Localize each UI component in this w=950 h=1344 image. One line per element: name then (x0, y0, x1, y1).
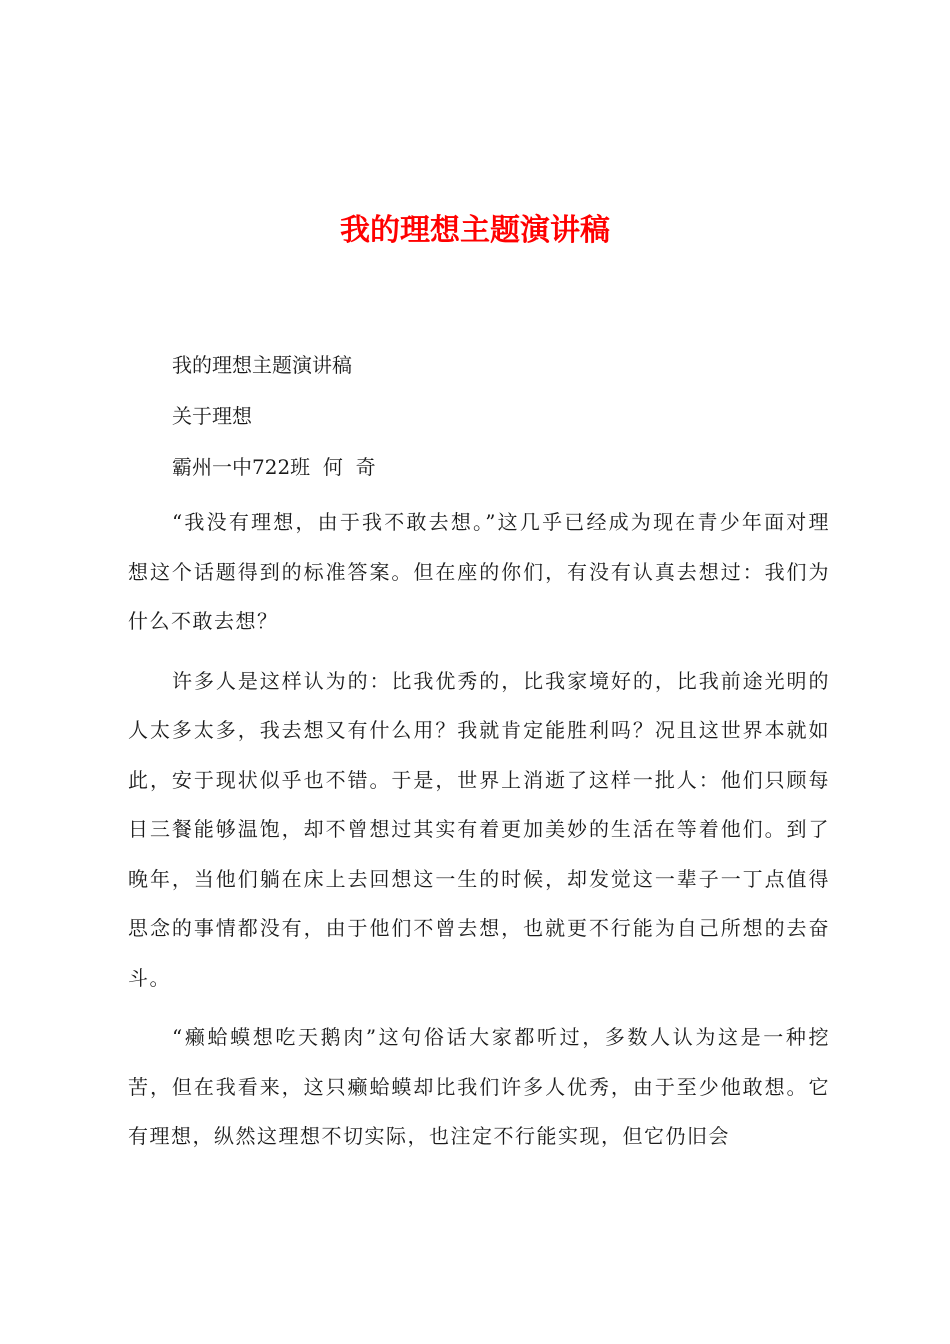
header-line-title: 我的理想主题演讲稿 (172, 353, 352, 377)
paragraph-1: “我没有理想，由于我不敢去想。”这几乎已经成为现在青少年面对理想这个话题得到的标准答案。但在座的你们，有没有认真去想过：我们为什么不敢去想？ (128, 510, 830, 633)
document-body (128, 345, 830, 1172)
header-line-subtitle: 关于理想 (172, 404, 252, 428)
header-line-author: 霸州一中722班 何 奇 (172, 455, 376, 479)
document-title: 我的理想主题演讲稿 (340, 213, 610, 248)
paragraph-2: 许多人是这样认为的：比我优秀的，比我家境好的，比我前途光明的人太多太多，我去想又有什么用？我就肯定能胜利吗？况且这世界本就如此，安于现状似乎也不错。于是，世界上消逝了这样一批人：他们只顾每日三餐能够温饱，却不曾想过其实有着更加美妙的生活在等着他们。到了晚年，当他们躺在床上去回想这一生的时候，却发觉这一辈子一丁点值得思念的事情都没有，由于他们不曾去想，也就更不行能为自己所想的去奋斗。 (128, 668, 830, 990)
paragraph-3: “癞蛤蟆想吃天鹅肉”这句俗话大家都听过，多数人认为这是一种挖苦，但在我看来，这只癞蛤蟆却比我们许多人优秀，由于至少他敢想。它有理想，纵然这理想不切实际，也注定不行能实现，但它仍旧会 (128, 1025, 830, 1148)
